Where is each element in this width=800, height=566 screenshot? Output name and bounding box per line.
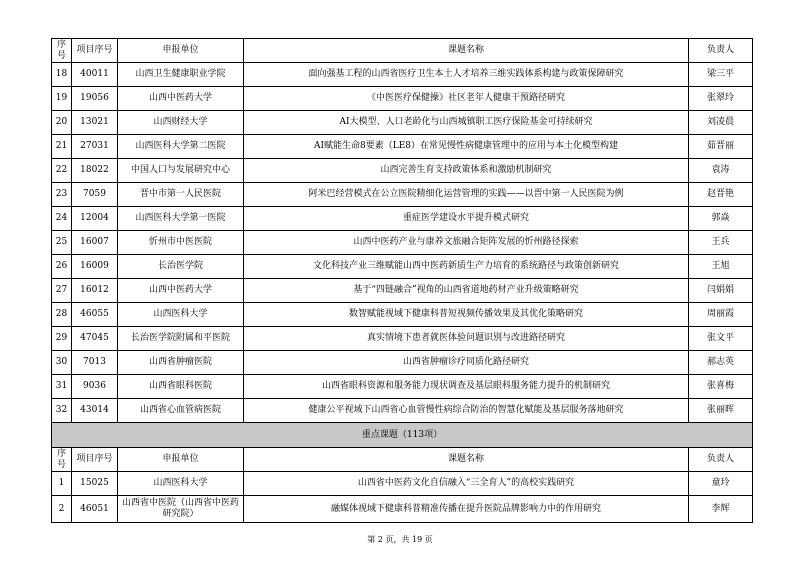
- cell-owner: 王旭: [689, 255, 753, 279]
- cell-owner: 袁涛: [689, 159, 753, 183]
- cell-seq: 29: [52, 327, 72, 351]
- cell-proj-no: 16012: [72, 279, 118, 303]
- cell-owner: 张喜梅: [689, 375, 753, 399]
- cell-seq: 26: [52, 255, 72, 279]
- cell-seq: 28: [52, 303, 72, 327]
- cell-unit: 山西中医药大学: [118, 279, 244, 303]
- cell-proj-no: 7013: [72, 351, 118, 375]
- cell-owner: 张丽晖: [689, 399, 753, 423]
- cell-proj-no: 46051: [72, 496, 118, 523]
- table-row: [52, 496, 753, 523]
- cell-title: 融媒体视域下健康科普精准传播在提升医院品牌影响力中的作用研究: [244, 496, 689, 523]
- cell-unit: 山西省肿瘤医院: [118, 351, 244, 375]
- cell-seq: 23: [52, 183, 72, 207]
- cell-proj-no: 15025: [72, 472, 118, 496]
- cell-unit: 山西财经大学: [118, 111, 244, 135]
- table-row: [52, 183, 753, 207]
- header-owner: 负责人: [689, 448, 753, 472]
- cell-unit: 山西医科大学第一医院: [118, 207, 244, 231]
- project-table: [51, 38, 753, 523]
- table-row: [52, 255, 753, 279]
- cell-owner: 茹晋丽: [689, 135, 753, 159]
- cell-proj-no: 40011: [72, 63, 118, 87]
- cell-proj-no: 18022: [72, 159, 118, 183]
- cell-seq: 18: [52, 63, 72, 87]
- table-row: [52, 87, 753, 111]
- cell-title: 《中医医疗保健操》社区老年人健康干预路径研究: [244, 87, 689, 111]
- cell-proj-no: 27031: [72, 135, 118, 159]
- cell-proj-no: 16007: [72, 231, 118, 255]
- cell-title: 健康公平视域下山西省心血管慢性病综合防治的智慧化赋能及基层服务落地研究: [244, 399, 689, 423]
- header-owner: 负责人: [689, 39, 753, 63]
- cell-unit: 长治医学院附属和平医院: [118, 327, 244, 351]
- cell-seq: 27: [52, 279, 72, 303]
- header-seq: 序号: [52, 448, 72, 472]
- section-row: [52, 423, 753, 448]
- cell-seq: 30: [52, 351, 72, 375]
- cell-owner: 张翠玲: [689, 87, 753, 111]
- cell-seq: 20: [52, 111, 72, 135]
- cell-unit: 山西中医药大学: [118, 87, 244, 111]
- header-unit: 申报单位: [118, 448, 244, 472]
- table-row: [52, 303, 753, 327]
- cell-seq: 21: [52, 135, 72, 159]
- cell-unit: 晋中市第一人民医院: [118, 183, 244, 207]
- cell-proj-no: 16009: [72, 255, 118, 279]
- table-row: [52, 399, 753, 423]
- table-row: [52, 207, 753, 231]
- header-proj-no: 项目序号: [72, 39, 118, 63]
- table-row: [52, 472, 753, 496]
- table-row: [52, 63, 753, 87]
- cell-owner: 李辉: [689, 496, 753, 523]
- cell-unit: 山西省眼科医院: [118, 375, 244, 399]
- cell-owner: 赵晋艳: [689, 183, 753, 207]
- cell-unit: 山西省心血管病医院: [118, 399, 244, 423]
- cell-owner: 童玲: [689, 472, 753, 496]
- cell-seq: 25: [52, 231, 72, 255]
- cell-title: 山西省肿瘤诊疗同质化路径研究: [244, 351, 689, 375]
- cell-title: 基于“四链融合”视角的山西省道地药材产业升级策略研究: [244, 279, 689, 303]
- table-row: [52, 231, 753, 255]
- header-proj-no: 项目序号: [72, 448, 118, 472]
- cell-seq: 24: [52, 207, 72, 231]
- cell-proj-no: 43014: [72, 399, 118, 423]
- cell-title: 山西完善生育支持政策体系和激励机制研究: [244, 159, 689, 183]
- cell-unit: 山西医科大学: [118, 303, 244, 327]
- cell-owner: 郭焱: [689, 207, 753, 231]
- cell-owner: 郝志英: [689, 351, 753, 375]
- cell-title: 山西省眼科资源和服务能力现状调查及基层眼科服务能力提升的机制研究: [244, 375, 689, 399]
- header-unit: 申报单位: [118, 39, 244, 63]
- cell-owner: 周丽霞: [689, 303, 753, 327]
- cell-title: 文化科技产业三维赋能山西中医药新质生产力培育的系统路径与政策创新研究: [244, 255, 689, 279]
- table-header-row: [52, 448, 753, 472]
- cell-proj-no: 47045: [72, 327, 118, 351]
- page-footer: 第 2 页，共 19 页: [367, 535, 433, 544]
- cell-seq: 32: [52, 399, 72, 423]
- cell-seq: 31: [52, 375, 72, 399]
- cell-unit: 长治医学院: [118, 255, 244, 279]
- cell-title: 山西中医药产业与康养文旅融合矩阵发展的忻州路径探索: [244, 231, 689, 255]
- cell-unit: 中国人口与发展研究中心: [118, 159, 244, 183]
- cell-proj-no: 12004: [72, 207, 118, 231]
- table-row: [52, 135, 753, 159]
- cell-proj-no: 46055: [72, 303, 118, 327]
- cell-unit: 山西省中医院（山西省中医药研究院）: [118, 496, 244, 523]
- cell-proj-no: 19056: [72, 87, 118, 111]
- cell-title: 重症医学建设水平提升模式研究: [244, 207, 689, 231]
- cell-proj-no: 13021: [72, 111, 118, 135]
- cell-owner: 张文平: [689, 327, 753, 351]
- cell-proj-no: 9036: [72, 375, 118, 399]
- cell-owner: 闫娟娟: [689, 279, 753, 303]
- header-seq: 序号: [52, 39, 72, 63]
- cell-title: 山西省中医药文化自信融入“三全育人”的高校实践研究: [244, 472, 689, 496]
- table-row: [52, 111, 753, 135]
- table-row: [52, 351, 753, 375]
- cell-title: 真实情境下患者就医体验问题识别与改进路径研究: [244, 327, 689, 351]
- table-row: [52, 327, 753, 351]
- header-title: 课题名称: [244, 448, 689, 472]
- cell-seq: 2: [52, 496, 72, 523]
- cell-title: AI赋能生命8要素（LE8）在常见慢性病健康管理中的应用与本土化模型构建: [244, 135, 689, 159]
- cell-title: 面向强基工程的山西省医疗卫生本土人才培养三维实践体系构建与政策保障研究: [244, 63, 689, 87]
- table-row: [52, 375, 753, 399]
- cell-title: AI大模型、人口老龄化与山西城镇职工医疗保险基金可持续研究: [244, 111, 689, 135]
- header-title: 课题名称: [244, 39, 689, 63]
- cell-title: 数智赋能视域下健康科普短视频传播效果及其优化策略研究: [244, 303, 689, 327]
- cell-owner: 刘凌晨: [689, 111, 753, 135]
- section-title: 重点课题（113项）: [52, 423, 753, 448]
- cell-proj-no: 7059: [72, 183, 118, 207]
- cell-unit: 山西医科大学: [118, 472, 244, 496]
- cell-seq: 1: [52, 472, 72, 496]
- table-header-row: [52, 39, 753, 63]
- cell-seq: 22: [52, 159, 72, 183]
- cell-seq: 19: [52, 87, 72, 111]
- table-row: [52, 279, 753, 303]
- cell-owner: 王兵: [689, 231, 753, 255]
- cell-unit: 忻州市中医医院: [118, 231, 244, 255]
- table-row: [52, 159, 753, 183]
- cell-unit: 山西医科大学第二医院: [118, 135, 244, 159]
- cell-title: 阿米巴经营模式在公立医院精细化运营管理的实践——以晋中第一人民医院为例: [244, 183, 689, 207]
- cell-unit: 山西卫生健康职业学院: [118, 63, 244, 87]
- cell-owner: 梁三平: [689, 63, 753, 87]
